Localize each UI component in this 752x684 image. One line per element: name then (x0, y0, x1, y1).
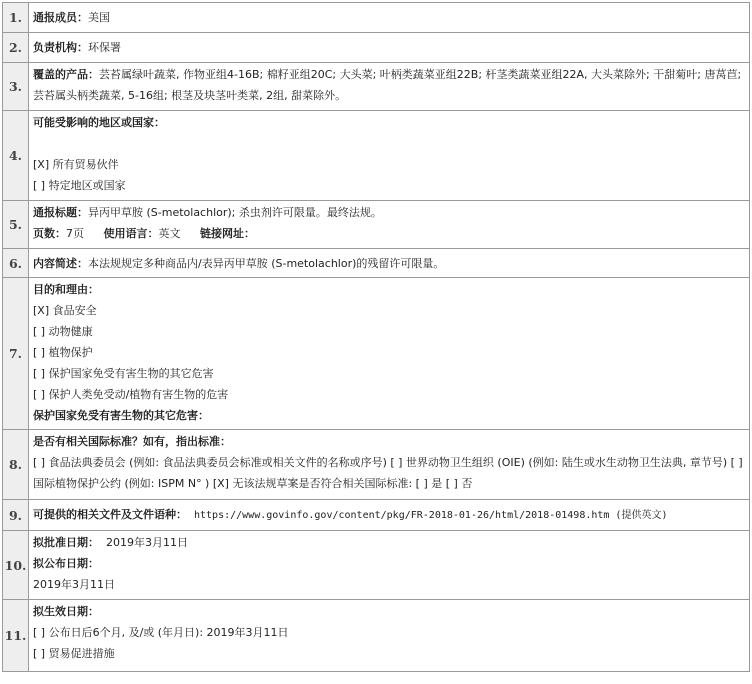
row-content (29, 278, 750, 430)
row-number: 6. (3, 249, 29, 278)
field-label: 目的和理由： (33, 283, 99, 296)
pages-value: 7页 (66, 227, 84, 240)
row-content (29, 600, 750, 672)
field-label: 拟生效日期： (33, 605, 99, 618)
row-number: 4. (3, 111, 29, 201)
row-content (29, 201, 750, 249)
link-label: 链接网址： (200, 227, 255, 240)
row-number: 9. (3, 500, 29, 531)
field-label: 是否有相关国际标准？如有，指出标准： (33, 435, 231, 448)
row-number: 7. (3, 278, 29, 430)
checkbox-option: [ ] 公布日后6个月, 及/或 (年月日): 2019年3月11日 (33, 626, 289, 639)
field-value: 美国 (88, 11, 110, 24)
notification-table (2, 2, 750, 672)
table-row (3, 278, 750, 430)
table-row (3, 249, 750, 278)
row-content (29, 33, 750, 63)
field-label: 可提供的相关文件及文件语种： (33, 508, 187, 521)
field-sublabel: 保护国家免受有害生物的其它危害： (33, 409, 209, 422)
field-label: 内容简述： (33, 256, 88, 270)
row-number: 5. (3, 201, 29, 249)
row-content (29, 500, 750, 531)
field-value: [ ] 食品法典委员会 (例如: 食品法典委员会标准或相关文件的名称或序号) [ ] 世界动物卫生组织 (OIE) (例如: 陆生或水生动物卫生法典, 章节号) [ ] 国际植物保护公约 (例如: ISPM N° ) [X] 无该法规草案是否符合相关国际标准: [ ] 是 [ ] 否 (33, 456, 743, 490)
row-content (29, 63, 750, 111)
checkbox-option: [ ] 贸易促进措施 (33, 647, 115, 660)
field-label: 拟批准日期： (33, 536, 99, 549)
row-number: 3. (3, 63, 29, 111)
field-label: 负责机构： (33, 41, 88, 54)
checkbox-option: [X] 食品安全 (33, 304, 97, 317)
language-value: 英文 (158, 227, 181, 240)
field-label: 通报标题： (33, 206, 88, 219)
row-number: 11. (3, 600, 29, 672)
field-value: 本法规规定多种商品内/表异丙甲草胺 (S-metolachlor)的残留许可限量。 (88, 256, 445, 270)
table-row (3, 600, 750, 672)
document-link[interactable]: https://www.govinfo.gov/content/pkg/FR-2018-01-26/html/2018-01498.htm (提供英文) (194, 510, 668, 521)
checkbox-option: [ ] 植物保护 (33, 346, 93, 359)
row-number: 10. (3, 531, 29, 600)
field-label: 可能受影响的地区或国家： (33, 116, 165, 129)
row-content (29, 430, 750, 500)
field-value: 芸苔属绿叶蔬菜, 作物亚组4-16B; 棉籽亚组20C; 大头菜; 叶柄类蔬菜亚组22B; 杆茎类蔬菜亚组22A, 大头菜除外; 干甜菊叶; 唐莴苣; 芸苔属头柄类蔬菜, 5-16组; 根茎及块茎叶类菜, 2组, 甜菜除外。 (33, 68, 742, 102)
row-number: 2. (3, 33, 29, 63)
table-row (3, 33, 750, 63)
checkbox-option: [ ] 保护人类免受动/植物有害生物的危害 (33, 388, 229, 401)
table-row (3, 3, 750, 33)
row-content (29, 111, 750, 201)
field-value: 异丙甲草胺 (S-metolachlor); 杀虫剂许可限量。最终法规。 (88, 206, 382, 219)
field-value: 环保署 (88, 41, 121, 54)
row-number: 1. (3, 3, 29, 33)
field-label: 拟公布日期： (33, 557, 99, 570)
row-number: 8. (3, 430, 29, 500)
table-row (3, 500, 750, 531)
field-value: 2019年3月11日 (106, 536, 188, 549)
row-content (29, 249, 750, 278)
table-row (3, 63, 750, 111)
row-content (29, 531, 750, 600)
checkbox-option: [X] 所有贸易伙伴 (33, 158, 119, 171)
table-row (3, 430, 750, 500)
checkbox-option: [ ] 保护国家免受有害生物的其它危害 (33, 367, 214, 380)
language-label: 使用语言： (103, 227, 159, 240)
checkbox-option: [ ] 特定地区或国家 (33, 179, 126, 192)
checkbox-option: [ ] 动物健康 (33, 325, 93, 338)
pages-label: 页数： (33, 227, 66, 240)
table-row (3, 111, 750, 201)
table-row (3, 201, 750, 249)
row-content (29, 3, 750, 33)
field-value: 2019年3月11日 (33, 578, 115, 591)
table-row (3, 531, 750, 600)
field-label: 覆盖的产品： (33, 68, 99, 81)
field-label: 通报成员： (33, 11, 88, 24)
